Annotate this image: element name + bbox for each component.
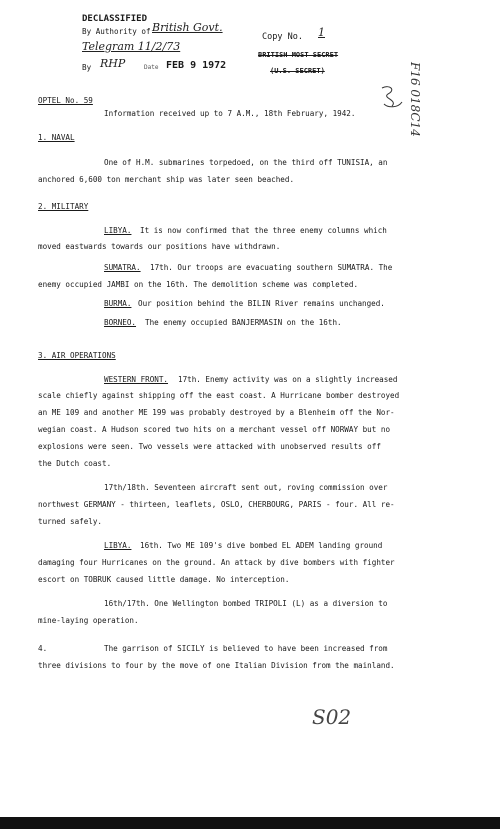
date-value: FEB 9 1972 xyxy=(166,60,227,71)
sicily-line-1: The garrison of SICILY is believed to have been increased from xyxy=(104,644,388,653)
telegram-handwritten: Telegram 11/2/73 xyxy=(82,40,181,53)
burma-label: BURMA. xyxy=(104,299,132,308)
military-libya-line-1: It is now confirmed that the three enemy columns which xyxy=(140,226,387,235)
military-libya-label: LIBYA. xyxy=(104,226,132,235)
margin-scribble-icon xyxy=(378,82,406,112)
sicily-number: 4. xyxy=(38,644,48,653)
by-value: RHP xyxy=(100,57,126,70)
intro-line: Information received up to 7 A.M., 18th February, 1942. xyxy=(104,109,356,118)
air-libya-line-2: damaging four Hurricanes on the ground. An attack by dive bombers with fighter xyxy=(38,558,395,567)
air-libya-line-3: escort on TOBRUK caused little damage. No interception. xyxy=(38,575,290,584)
naval-line-1: One of H.M. submarines torpedoed, on the third off TUNISIA, an xyxy=(104,158,388,167)
military-heading: 2. MILITARY xyxy=(38,202,89,211)
borneo-line: The enemy occupied BANJERMASIN on the 16th. xyxy=(145,318,342,327)
western-front-label: WESTERN FRONT. xyxy=(104,375,169,384)
air-heading: 3. AIR OPERATIONS xyxy=(38,351,116,360)
classification-us: (U.S. SECRET) xyxy=(270,67,325,75)
western-front-line-3: an ME 109 and another ME 199 was probably destroyed by a Blenheim off the Nor- xyxy=(38,408,395,417)
naval-heading: 1. NAVAL xyxy=(38,133,75,142)
air-libya-label: LIBYA. xyxy=(104,541,132,550)
western-front-line-4: wegian coast. A Hudson scored two hits on a merchant vessel off NORWAY but no xyxy=(38,425,391,434)
burma-line: Our position behind the BILIN River remains unchanged. xyxy=(138,299,385,308)
night-ops-line-3: turned safely. xyxy=(38,517,103,526)
margin-note-handwritten: F16 018C14 xyxy=(408,62,422,137)
authority-label: By Authority of xyxy=(82,27,151,36)
wellington-line-2: mine-laying operation. xyxy=(38,616,139,625)
western-front-line-2: scale chiefly against shipping off the east coast. A Hurricane bomber destroyed xyxy=(38,391,400,400)
western-front-line-1: 17th. Enemy activity was on a slightly increased xyxy=(178,375,398,384)
classification-british: BRITISH MOST SECRET xyxy=(258,51,339,59)
night-ops-line-1: 17th/18th. Seventeen aircraft sent out, roving commission over xyxy=(104,483,388,492)
copy-label: Copy No. xyxy=(262,32,303,42)
authority-value: British Govt. xyxy=(152,21,223,34)
copy-value: 1 xyxy=(318,26,325,39)
sumatra-line-1: 17th. Our troops are evacuating southern SUMATRA. The xyxy=(150,263,393,272)
date-label: Date xyxy=(144,64,159,71)
optel-number: OPTEL No. 59 xyxy=(38,96,93,105)
sumatra-label: SUMATRA. xyxy=(104,263,141,272)
wellington-line-1: 16th/17th. One Wellington bombed TRIPOLI (L) as a diversion to xyxy=(104,599,388,608)
sumatra-line-2: enemy occupied JAMBI on the 16th. The demolition scheme was completed. xyxy=(38,280,359,289)
declassified-stamp: DECLASSIFIED xyxy=(82,14,148,24)
western-front-line-5: explosions were seen. Two vessels were attacked with unobserved results off xyxy=(38,442,381,451)
air-libya-line-1: 16th. Two ME 109's dive bombed EL ADEM landing ground xyxy=(140,541,383,550)
by-label: By xyxy=(82,63,92,72)
borneo-label: BORNEO. xyxy=(104,318,137,327)
military-libya-line-2: moved eastwards towards our positions have withdrawn. xyxy=(38,242,281,251)
scan-bottom-edge xyxy=(0,817,500,829)
western-front-line-6: the Dutch coast. xyxy=(38,459,112,468)
naval-line-2: anchored 6,600 ton merchant ship was later seen beached. xyxy=(38,175,295,184)
sicily-line-2: three divisions to four by the move of one Italian Division from the mainland. xyxy=(38,661,395,670)
night-ops-line-2: northwest GERMANY - thirteen, leaflets, OSLO, CHERBOURG, PARIS - four. All re- xyxy=(38,500,395,509)
handwritten-signature: S02 xyxy=(312,705,352,729)
